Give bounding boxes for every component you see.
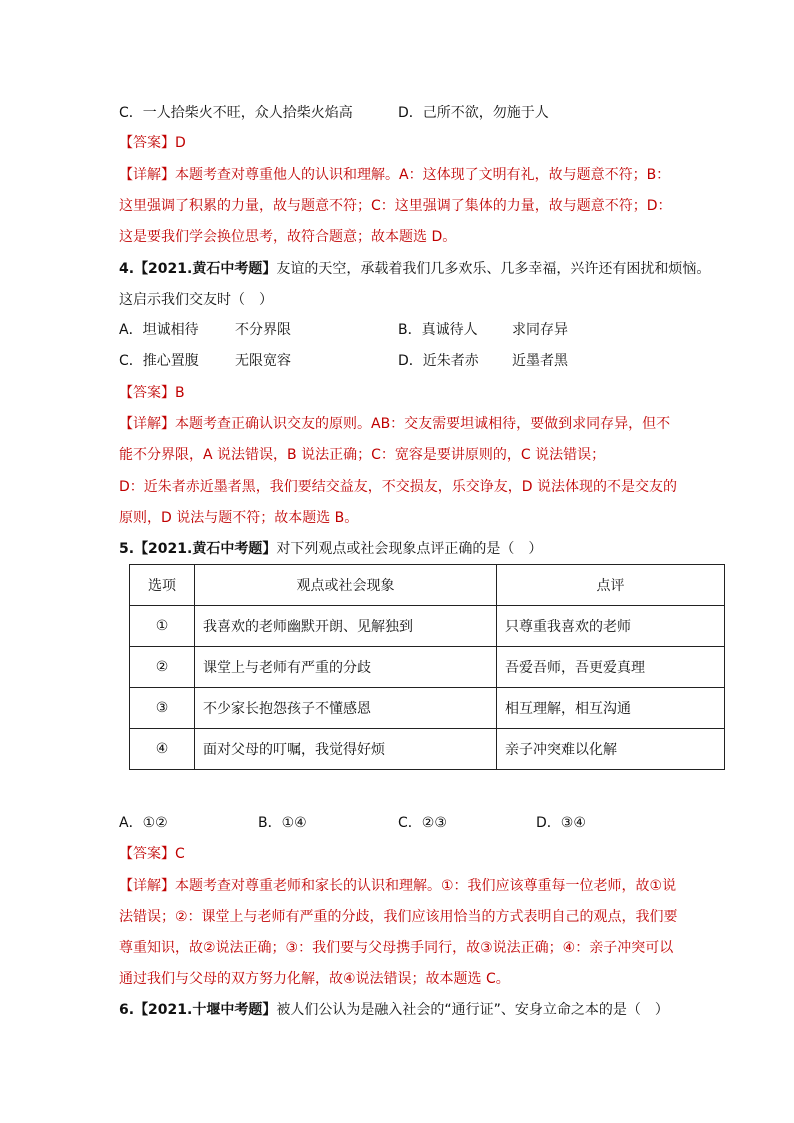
q4-option-c-1: C．推心置腹 xyxy=(119,353,199,369)
q4-option-b-2: 求同存异 xyxy=(512,322,568,338)
table-header-row xyxy=(130,565,725,606)
table-cell: 我喜欢的老师幽默开朗、见解独到 xyxy=(195,606,497,647)
question-source: 【2021.黄石中考题】 xyxy=(134,541,277,557)
explain-tag: 【详解】 xyxy=(119,878,175,894)
q5-option-a: A．①② xyxy=(119,815,168,831)
table-cell: 不少家长抱怨孩子不懂感恩 xyxy=(195,688,497,729)
table-cell: 面对父母的叮嘱，我觉得好烦 xyxy=(195,729,497,770)
q5-explain-line-1: 【详解】本题考查对尊重老师和家长的认识和理解。①：我们应该尊重每一位老师，故①说 xyxy=(119,878,677,894)
question-number: 5. xyxy=(119,541,135,557)
q4-answer xyxy=(119,383,185,403)
table-row xyxy=(130,688,725,729)
table-header-cell: 点评 xyxy=(497,565,725,606)
q3-explain-line-1: 【详解】本题考查对尊重他人的认识和理解。A：这体现了文明有礼，故与题意不符；B： xyxy=(119,167,671,183)
explain-tag: 【详解】 xyxy=(119,416,175,432)
table-cell: 只尊重我喜欢的老师 xyxy=(497,606,725,647)
table-header-cell: 观点或社会现象 xyxy=(195,565,497,606)
q4-stem-line-1: 4.【2021.黄石中考题】友谊的天空，承载着我们几多欢乐、几多幸福，兴许还有困扰和烦恼。 xyxy=(119,261,711,277)
table-cell: 课堂上与老师有严重的分歧 xyxy=(195,647,497,688)
q5-option-c: C．②③ xyxy=(398,815,447,831)
q3-explain-line-2: 这里强调了积累的力量，故与题意不符；C：这里强调了集体的力量，故与题意不符；D： xyxy=(119,198,672,214)
q3-answer xyxy=(119,133,186,153)
table-header-cell: 选项 xyxy=(130,565,195,606)
q3-option-d: D．己所不欲，勿施于人 xyxy=(398,105,549,121)
q4-option-d-1: D．近朱者赤 xyxy=(398,353,479,369)
q5-option-b: B．①④ xyxy=(258,815,307,831)
q4-explain-line-1: 【详解】本题考查正确认识交友的原则。AB：交友需要坦诚相待，要做到求同存异，但不 xyxy=(119,416,671,432)
table-cell: 吾爱吾师，吾更爱真理 xyxy=(497,647,725,688)
question-number: 6. xyxy=(119,1002,135,1018)
answer-value: D xyxy=(175,135,186,151)
answer-tag: 【答案】 xyxy=(119,385,175,401)
q4-explain-line-3: D：近朱者赤近墨者黑，我们要结交益友，不交损友，乐交诤友，D 说法体现的不是交友的 xyxy=(119,479,678,495)
q4-option-c-2: 无限宽容 xyxy=(235,353,291,369)
table-cell: ③ xyxy=(130,688,195,729)
answer-value: C xyxy=(175,846,185,862)
table-row xyxy=(130,729,725,770)
question-source: 【2021.十堰中考题】 xyxy=(134,1002,277,1018)
q4-explain-line-4: 原则，D 说法与题不符；故本题选 B。 xyxy=(119,510,359,526)
q5-stem: 5.【2021.黄石中考题】对下列观点或社会现象点评正确的是（ ） xyxy=(119,541,543,557)
answer-value: B xyxy=(175,385,185,401)
q5-option-d: D．③④ xyxy=(536,815,586,831)
q5-explain-line-2: 法错误；②：课堂上与老师有严重的分歧，我们应该用恰当的方式表明自己的观点，我们要 xyxy=(119,909,678,925)
answer-tag: 【答案】 xyxy=(119,846,175,862)
q5-answer xyxy=(119,844,185,864)
table-cell: ④ xyxy=(130,729,195,770)
answer-tag: 【答案】 xyxy=(119,135,175,151)
q4-explain-line-2: 能不分界限，A 说法错误，B 说法正确；C：宽容是要讲原则的，C 说法错误； xyxy=(119,447,606,463)
question-source: 【2021.黄石中考题】 xyxy=(134,261,277,277)
table-row xyxy=(130,647,725,688)
q5-table xyxy=(129,564,725,770)
table-cell: 相互理解，相互沟通 xyxy=(497,688,725,729)
question-number: 4. xyxy=(119,261,135,277)
q4-option-a-2: 不分界限 xyxy=(235,322,291,338)
q6-stem: 6.【2021.十堰中考题】被人们公认为是融入社会的“通行证”、安身立命之本的是（ ） xyxy=(119,1002,669,1018)
table-cell: ② xyxy=(130,647,195,688)
table-cell: ① xyxy=(130,606,195,647)
q4-option-d-2: 近墨者黑 xyxy=(512,353,568,369)
q3-explain-line-3: 这是要我们学会换位思考，故符合题意；故本题选 D。 xyxy=(119,229,457,245)
q4-option-b-1: B．真诚待人 xyxy=(398,322,478,338)
explain-tag: 【详解】 xyxy=(119,167,175,183)
q3-option-c: C．一人拾柴火不旺，众人拾柴火焰高 xyxy=(119,105,353,121)
q4-stem-line-2: 这启示我们交友时（ ） xyxy=(119,292,273,308)
q5-explain-line-4: 通过我们与父母的双方努力化解，故④说法错误；故本题选 C。 xyxy=(119,971,510,987)
q5-explain-line-3: 尊重知识，故②说法正确；③：我们要与父母携手同行，故③说法正确；④：亲子冲突可以 xyxy=(119,940,674,956)
table-cell: 亲子冲突难以化解 xyxy=(497,729,725,770)
table-row xyxy=(130,606,725,647)
q4-option-a-1: A．坦诚相待 xyxy=(119,322,199,338)
